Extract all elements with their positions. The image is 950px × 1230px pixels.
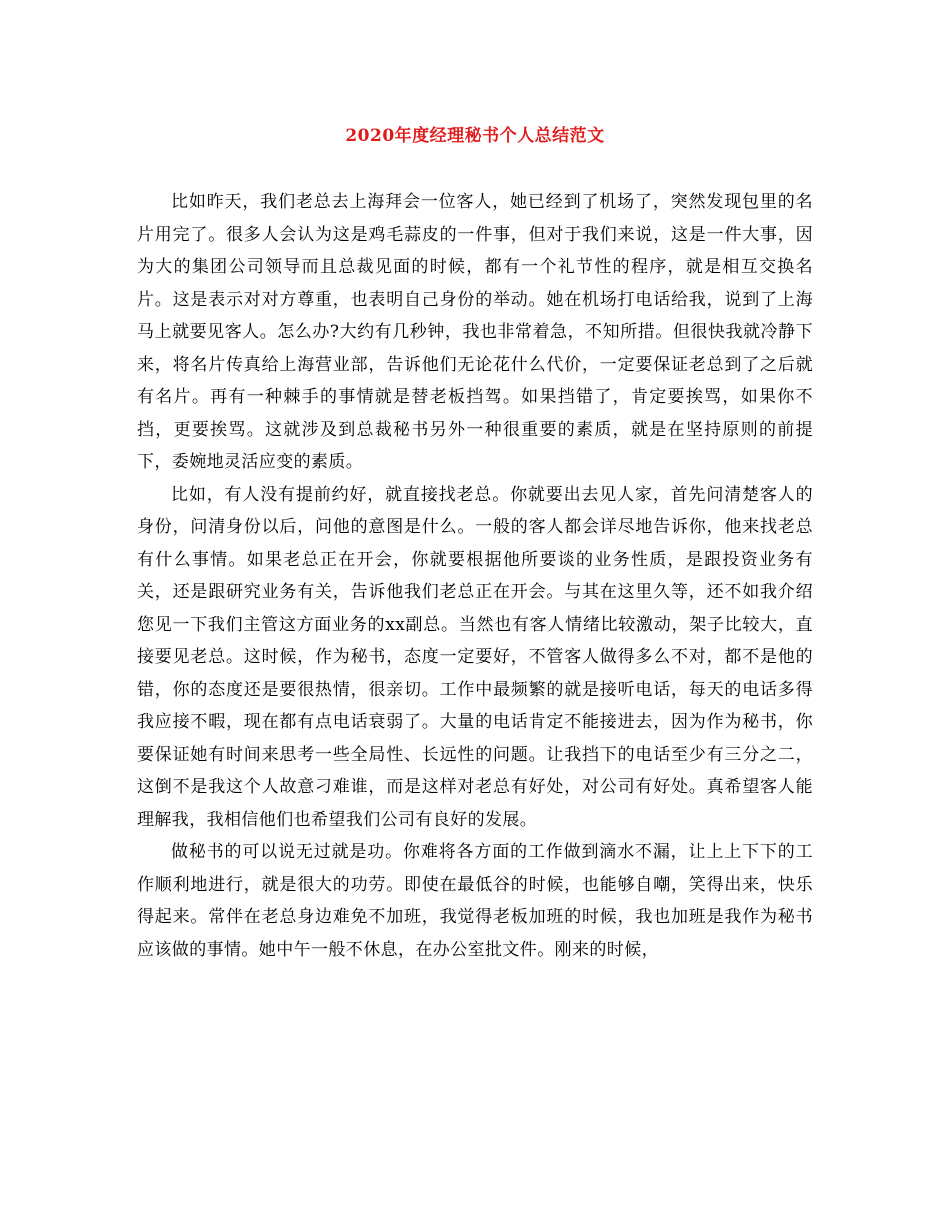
paragraph-1: 比如昨天，我们老总去上海拜会一位客人，她已经到了机场了，突然发现包里的名片用完了。很多人会认为这是鸡毛蒜皮的一件事，但对于我们来说，这是一件大事，因为大的集团公司领导而且总裁见面的时候，都有一个礼节性的程序，就是相互交换名片。这是表示对对方尊重，也表明自己身份的举动。她在机场打电话给我，说到了上海马上就要见客人。怎么办?大约有几秒钟，我也非常着急，不知所措。但很快我就冷静下来，将名片传真给上海营业部，告诉他们无论花什么代价，一定要保证老总到了之后就有名片。再有一种棘手的事情就是替老板挡驾。如果挡错了，肯定要挨骂，如果你不挡，更要挨骂。这就涉及到总裁秘书另外一种很重要的素质，就是在坚持原则的前提下，委婉地灵活应变的素质。 xyxy=(137,192,813,472)
paragraph-2: 比如，有人没有提前约好，就直接找老总。你就要出去见人家，首先问清楚客人的身份，问清身份以后，问他的意图是什么。一般的客人都会详尽地告诉你，他来找老总有什么事情。如果老总正在开会，你就要根据他所要谈的业务性质，是跟投资业务有关，还是跟研究业务有关，告诉他我们老总正在开会。与其在这里久等，还不如我介绍您见一下我们主管这方面业务的xx副总。当然也有客人情绪比较激动，架子比较大，直接要见老总。这时候，作为秘书，态度一定要好，不管客人做得多么不对，都不是他的错，你的态度还是要很热情，很亲切。工作中最频繁的就是接听电话，每天的电话多得我应接不暇，现在都有点电话衰弱了。大量的电话肯定不能接进去，因为作为秘书，你要保证她有时间来思考一些全局性、长远性的问题。让我挡下的电话至少有三分之二，这倒不是我这个人故意刁难谁，而是这样对老总有好处，对公司有好处。真希望客人能理解我，我相信他们也希望我们公司有良好的发展。 xyxy=(137,484,813,830)
paragraph-3: 做秘书的可以说无过就是功。你难将各方面的工作做到滴水不漏，让上上下下的工作顺利地进行，就是很大的功劳。即使在最低谷的时候，也能够自嘲，笑得出来，快乐得起来。常伴在老总身边难免不加班，我觉得老板加班的时候，我也加班是我作为秘书应该做的事情。她中午一般不休息，在办公室批文件。刚来的时候， xyxy=(137,842,813,960)
document-title: 2020年度经理秘书个人总结范文 xyxy=(345,126,605,146)
document-body xyxy=(137,186,813,966)
